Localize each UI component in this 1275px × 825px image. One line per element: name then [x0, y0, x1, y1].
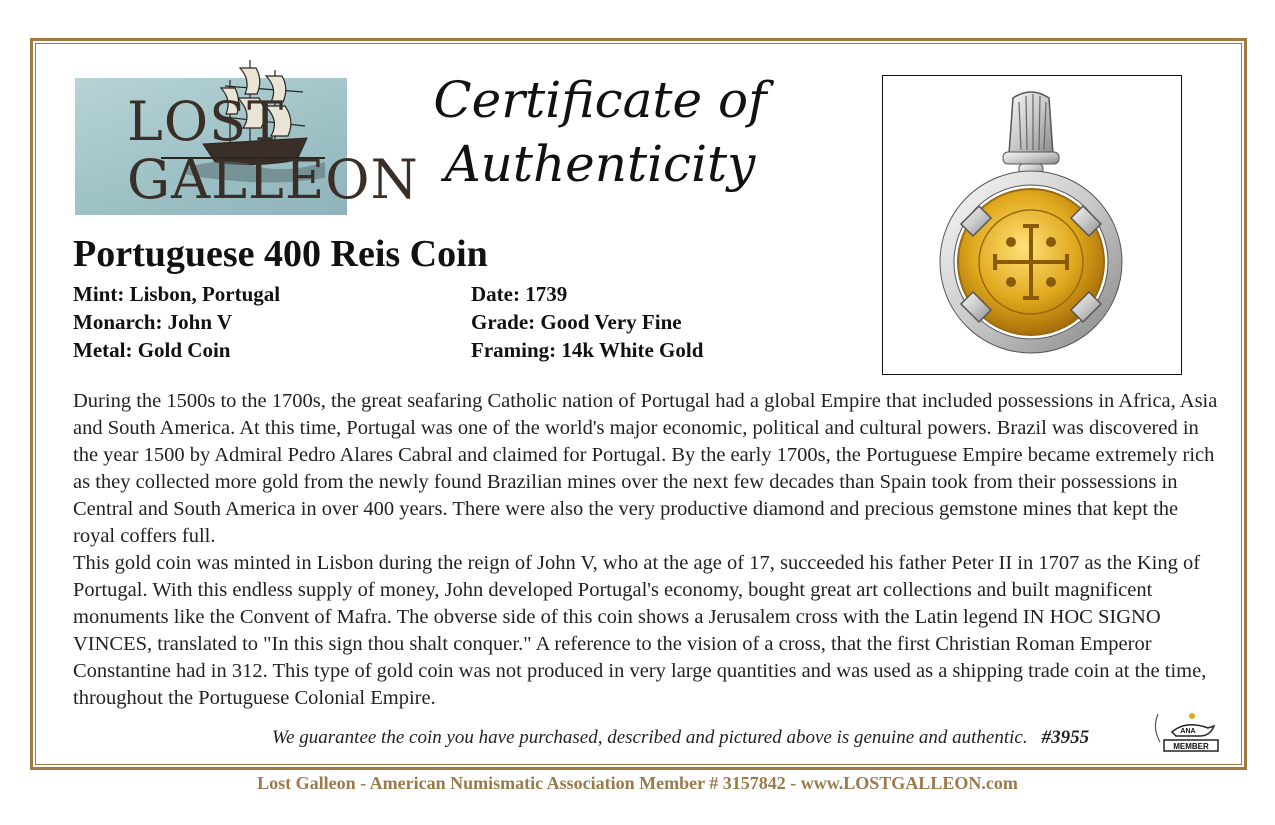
title-line-1: Certificate of — [433, 71, 767, 129]
certificate-title — [400, 68, 800, 196]
spec-framing: Framing: 14k White Gold — [471, 338, 704, 362]
coin-description — [73, 388, 1223, 712]
footer-membership-line: Lost Galleon - American Numismatic Association Member # 3157842 - www.LOSTGALLEON.com — [257, 773, 1018, 793]
coin-pendant-icon — [883, 76, 1181, 374]
spec-monarch: Monarch: John V — [73, 310, 233, 334]
description-paragraph-1: During the 1500s to the 1700s, the great seafaring Catholic nation of Portugal had a global Empire that included possessions in Africa, Asia and South America. At this time, Portugal was one of the world's major economic, political and cultural powers. Brazil was discovered in the year 1500 by Admiral Pedro Alares Cabral and claimed for Portugal. By the early 1700s, the Portuguese Empire became extremely rich as they collected more gold from the newly found Brazilian mines over the next few decades than Spain took from their possessions in Central and South America in over 400 years. There were also the very productive diamond and precious gemstone mines that kept the royal coffers full. — [73, 390, 1218, 547]
spec-grade: Grade: Good Very Fine — [471, 310, 682, 334]
guarantee-statement — [272, 727, 1089, 749]
ana-lamp-icon — [1150, 708, 1222, 756]
ana-badge-top: ANA — [1180, 728, 1196, 735]
coin-name-heading: Portuguese 400 Reis Coin — [73, 233, 488, 275]
certificate-number: #3955 — [1041, 727, 1090, 748]
logo-word-galleon: GALLEON — [127, 148, 419, 211]
coin-photo — [882, 75, 1182, 375]
description-paragraph-2: This gold coin was minted in Lisbon during the reign of John V, who at the age of 17, succeeded his father Peter II in 1707 as the King of Portugal. With this endless supply of money, John developed Portugal's economy, bought great art collections and built magnificent monuments like the Convent of Mafra. The obverse side of this coin shows a Jerusalem cross with the Latin legend IN HOC SIGNO VINCES, translated to "In this sign thou shalt conquer." A reference to the vision of a cross, that the first Christian Roman Emperor Constantine had in 312. This type of gold coin was not produced in very large quantities and was used as a shipping trade coin at the time, throughout the Portuguese Colonial Empire. — [73, 552, 1207, 709]
specs-left-column — [73, 280, 280, 364]
specs-right-column — [471, 280, 703, 364]
spec-mint: Mint: Lisbon, Portugal — [73, 282, 281, 306]
spec-metal: Metal: Gold Coin — [73, 338, 231, 362]
logo-word-lost: LOST — [127, 90, 285, 153]
ana-badge-bottom: MEMBER — [1173, 742, 1209, 751]
guarantee-text: We guarantee the coin you have purchased, described and pictured above is genuine and authentic. — [272, 727, 1028, 748]
ana-member-badge — [1150, 708, 1222, 756]
spec-date: Date: 1739 — [471, 282, 568, 306]
title-line-2: Authenticity — [444, 135, 756, 193]
lost-galleon-logo — [75, 78, 419, 215]
